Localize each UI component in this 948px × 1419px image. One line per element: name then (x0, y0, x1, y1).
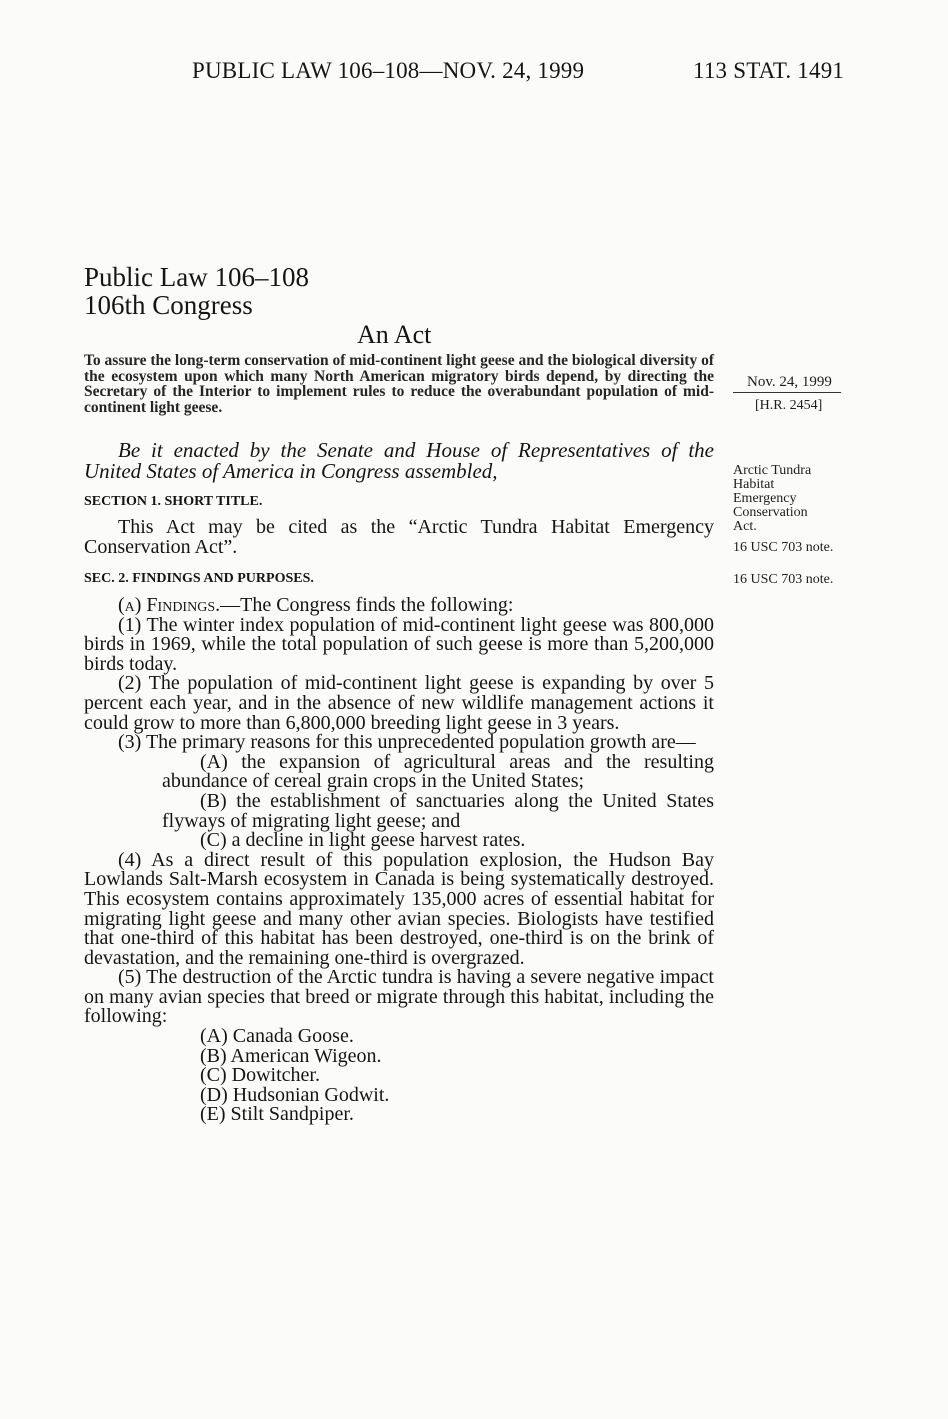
short-title-paragraph: This Act may be cited as the “Arctic Tundra Habitat Emergency Conservation Act”. (84, 516, 714, 558)
margin-act-name (733, 464, 811, 534)
margin-act-name-line: Conservation (733, 505, 808, 520)
finding-3c: (C) a decline in light geese harvest rates. (200, 829, 526, 852)
section-2-heading: SEC. 2. FINDINGS AND PURPOSES. (84, 571, 314, 586)
findings-intro-text: .—The Congress finds the following: (215, 594, 514, 616)
act-heading: An Act (357, 320, 432, 349)
finding-3: (3) The primary reasons for this unprecedented population growth are— (118, 731, 696, 754)
margin-rule (733, 392, 841, 393)
running-header-left: PUBLIC LAW 106–108—NOV. 24, 1999 (192, 58, 585, 83)
finding-3b: (B) the establishment of sanctuaries along the United States flyways of migrating light geese; and (162, 789, 714, 832)
finding-1: (1) The winter index population of mid-continent light geese was 800,000 birds in 1969, while the total population of such geese is more than 5,200,000 birds today. (84, 613, 714, 675)
congress-number: 106th Congress (84, 290, 253, 320)
margin-bill-number: [H.R. 2454] (755, 398, 823, 413)
margin-usc-1: 16 USC 703 note. (733, 540, 834, 555)
enacting-clause: Be it enacted by the Senate and House of Representatives of the United States of America in Congress assembled, (84, 438, 714, 483)
species-list-item: (A) Canada Goose. (200, 1025, 354, 1048)
public-law-number: Public Law 106–108 (84, 262, 309, 292)
findings-label: (a) Findings (118, 594, 216, 616)
margin-act-name-line: Habitat (733, 477, 775, 492)
margin-act-name-line: Arctic Tundra (733, 463, 812, 478)
finding-5: (5) The destruction of the Arctic tundra is having a severe negative impact on many avian species that breed or migrate through this habitat, including the following: (84, 966, 714, 1028)
finding-3a: (A) the expansion of agricultural areas and the resulting abundance of cereal grain crops in the United States; (162, 750, 714, 793)
findings-intro (84, 596, 714, 616)
margin-date: Nov. 24, 1999 (747, 374, 832, 390)
section-1-text (84, 518, 714, 557)
section-1-heading: SECTION 1. SHORT TITLE. (84, 494, 263, 509)
long-title: To assure the long-term conservation of mid-continent light geese and the biological diversity of the ecosystem upon which many North American migratory birds depend, by directing the Secretary of the Interior to implement rules to reduce the overabundant population of mid-continent light geese. (84, 352, 714, 416)
species-list-item: (D) Hudsonian Godwit. (200, 1083, 390, 1106)
running-header-right: 113 STAT. 1491 (693, 58, 845, 83)
section-2-body (84, 596, 714, 1125)
margin-act-name-line: Act. (733, 519, 757, 534)
finding-2: (2) The population of mid-continent light geese is expanding by over 5 percent each year, and in the absence of new wildlife management actions it could grow to more than 6,800,000 breeding light geese in 3 years. (84, 672, 714, 734)
margin-act-name-line: Emergency (733, 491, 797, 506)
species-list-item: (E) Stilt Sandpiper. (200, 1103, 354, 1126)
species-list-item: (C) Dowitcher. (200, 1064, 320, 1087)
species-list-item: (B) American Wigeon. (200, 1044, 382, 1067)
finding-4: (4) As a direct result of this population explosion, the Hudson Bay Lowlands Salt-Marsh ecosystem in Canada is being systematically destroyed. This ecosystem contains approximately 135,000 acres of essential habitat for migrating light geese and many other avian species. Biologists have testified that one-third of this habitat has been destroyed, one-third is on the brink of devastation, and the remaining one-third is overgrazed. (84, 848, 714, 969)
margin-usc-2: 16 USC 703 note. (733, 572, 834, 587)
